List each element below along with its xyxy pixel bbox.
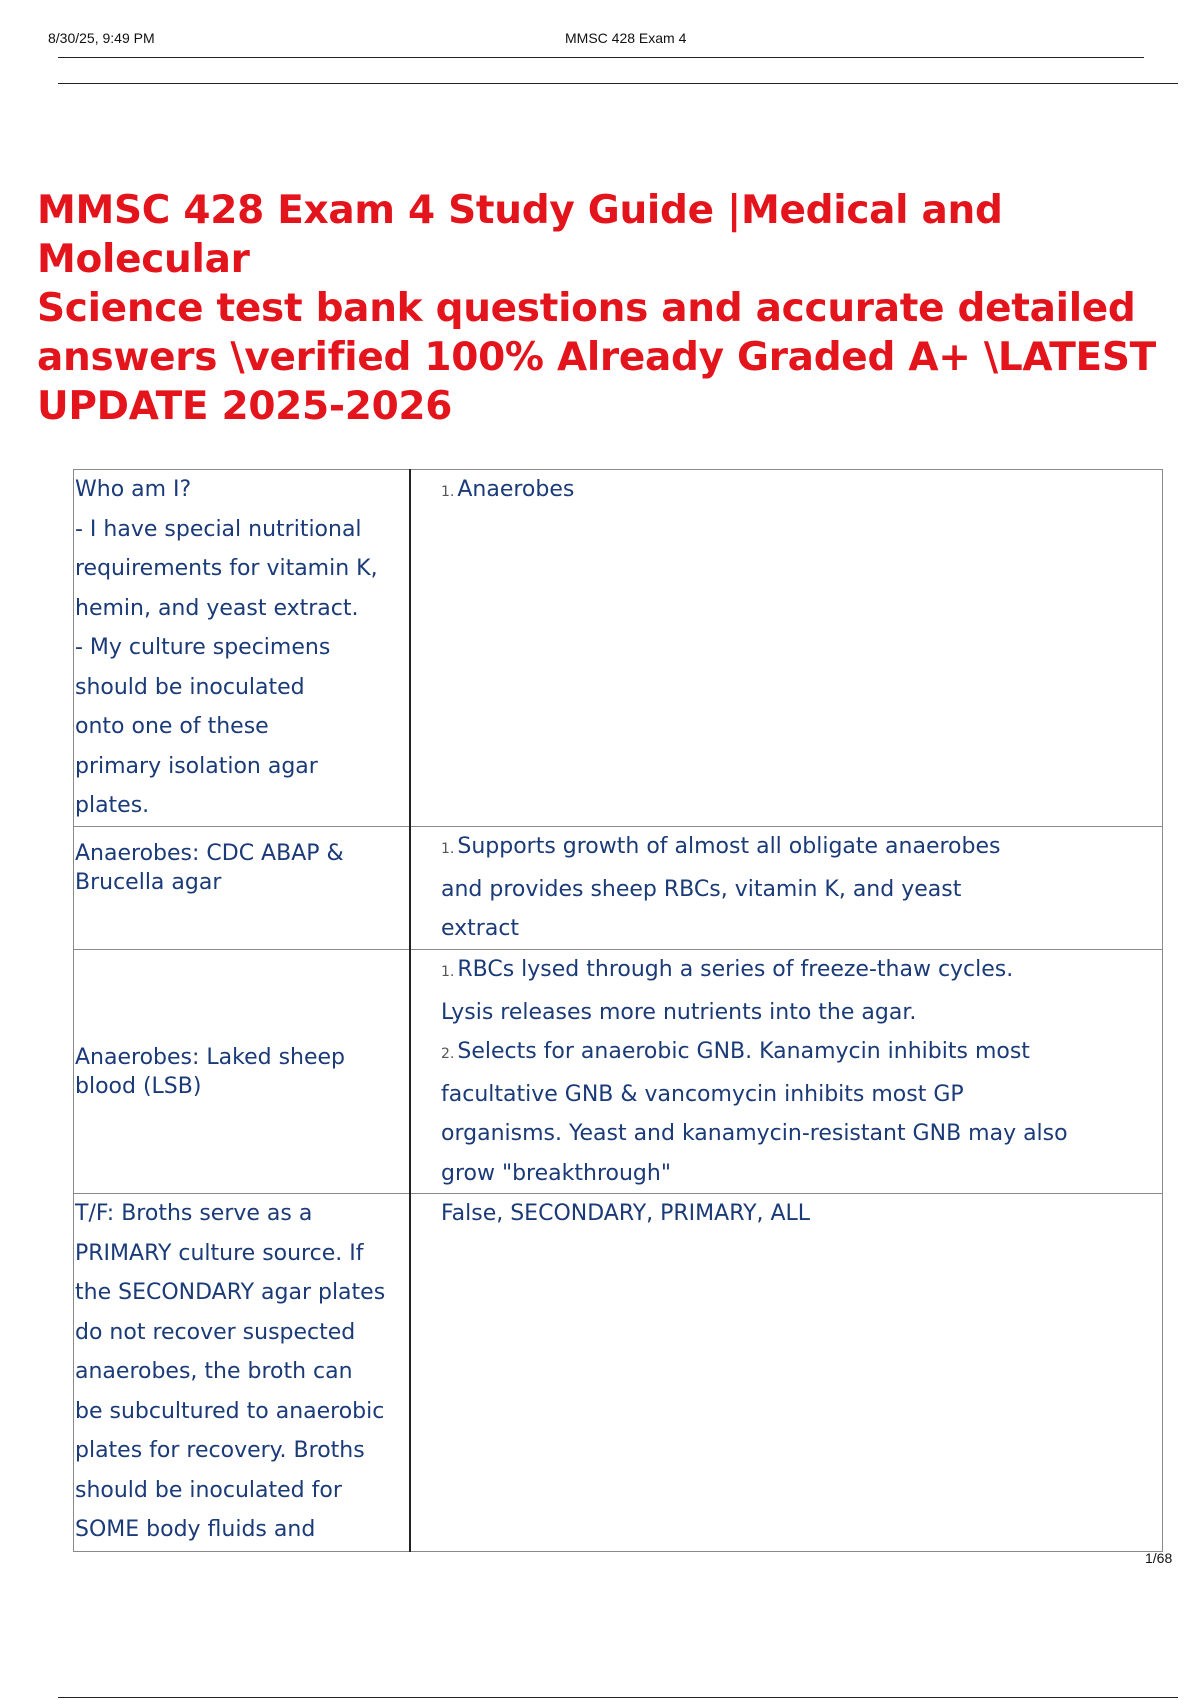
footer-rule <box>58 1697 1178 1698</box>
question-line: anaerobes, the broth can <box>75 1359 353 1384</box>
answer-text: Selects for anaerobic GNB. Kanamycin inhibits most <box>457 1039 1030 1064</box>
answer-text: facultative GNB & vancomycin inhibits most GP <box>441 1081 964 1107</box>
answer-line <box>441 909 1162 949</box>
question-line: requirements for vitamin K, <box>75 556 378 581</box>
answer-text: RBCs lysed through a series of freeze-thaw cycles. <box>457 957 1014 982</box>
question-line: PRIMARY culture source. If <box>75 1240 364 1266</box>
title-line: answers \verified 100% Already Graded A+ \LATEST <box>37 335 1156 380</box>
answer-cell <box>410 827 1163 950</box>
page-number: 1/68 <box>1145 1550 1173 1566</box>
answer-text: extract <box>441 916 520 941</box>
question-line: Who am I? <box>75 477 192 502</box>
question-line: should be inoculated for <box>75 1477 342 1503</box>
answer-line <box>441 950 1162 993</box>
question-line: Anaerobes: Laked sheep <box>75 1044 346 1070</box>
answer-line <box>441 1032 1162 1075</box>
answer-text: grow "breakthrough" <box>441 1160 671 1186</box>
answer-cell <box>410 950 1163 1194</box>
question-line: blood (LSB) <box>75 1073 202 1099</box>
table-row <box>74 1194 1163 1552</box>
table-row <box>74 470 1163 827</box>
table-row <box>74 827 1163 950</box>
header-rule-secondary <box>58 83 1178 84</box>
question-line: SOME body fluids and <box>75 1517 316 1542</box>
title-line: UPDATE 2025-2026 <box>37 384 453 429</box>
question-line: do not recover suspected <box>75 1319 356 1345</box>
question-line: onto one of these <box>75 714 269 739</box>
answer-line <box>441 827 1162 870</box>
print-doc-title: MMSC 428 Exam 4 <box>565 30 687 46</box>
answer-line <box>441 470 1162 513</box>
answer-line <box>441 1194 1162 1234</box>
answer-text: Anaerobes <box>457 477 575 502</box>
answer-number: 1. <box>441 964 455 980</box>
page-title <box>37 186 1177 431</box>
answer-number: 1. <box>441 841 455 857</box>
answer-line <box>441 870 1162 910</box>
question-line: - My culture specimens <box>75 635 331 660</box>
qa-table <box>73 469 1163 1552</box>
question-line: Brucella agar <box>75 870 222 895</box>
question-line: hemin, and yeast extract. <box>75 595 359 621</box>
print-datetime: 8/30/25, 9:49 PM <box>48 30 155 46</box>
answer-cell <box>410 470 1163 827</box>
answer-text: and provides sheep RBCs, vitamin K, and yeast <box>441 876 962 902</box>
question-line: Anaerobes: CDC ABAP & <box>75 841 344 866</box>
question-line: T/F: Broths serve as a <box>75 1201 313 1226</box>
question-cell <box>74 470 411 827</box>
title-line: Science test bank questions and accurate detailed <box>37 286 1136 331</box>
answer-line <box>441 1114 1162 1154</box>
question-cell <box>74 827 411 950</box>
question-line: be subcultured to anaerobic <box>75 1398 385 1424</box>
question-line: plates. <box>75 793 150 818</box>
question-line: the SECONDARY agar plates <box>75 1280 386 1305</box>
answer-line <box>441 1154 1162 1194</box>
answer-text: Lysis releases more nutrients into the agar. <box>441 999 917 1025</box>
question-cell <box>74 950 411 1194</box>
question-line: - I have special nutritional <box>75 516 362 542</box>
question-cell <box>74 1194 411 1552</box>
answer-line <box>441 1075 1162 1115</box>
header-rule <box>58 57 1144 58</box>
answer-line <box>441 993 1162 1033</box>
table-row <box>74 950 1163 1194</box>
question-line: plates for recovery. Broths <box>75 1438 365 1463</box>
title-line: MMSC 428 Exam 4 Study Guide |Medical and Molecular <box>37 188 1003 282</box>
answer-cell <box>410 1194 1163 1552</box>
answer-text: organisms. Yeast and kanamycin-resistant GNB may also <box>441 1121 1068 1146</box>
answer-number: 1. <box>441 484 455 500</box>
answer-text: False, SECONDARY, PRIMARY, ALL <box>441 1201 811 1226</box>
question-line: primary isolation agar <box>75 753 318 779</box>
answer-text: Supports growth of almost all obligate anaerobes <box>457 834 1001 859</box>
answer-number: 2. <box>441 1046 455 1062</box>
question-line: should be inoculated <box>75 674 305 700</box>
